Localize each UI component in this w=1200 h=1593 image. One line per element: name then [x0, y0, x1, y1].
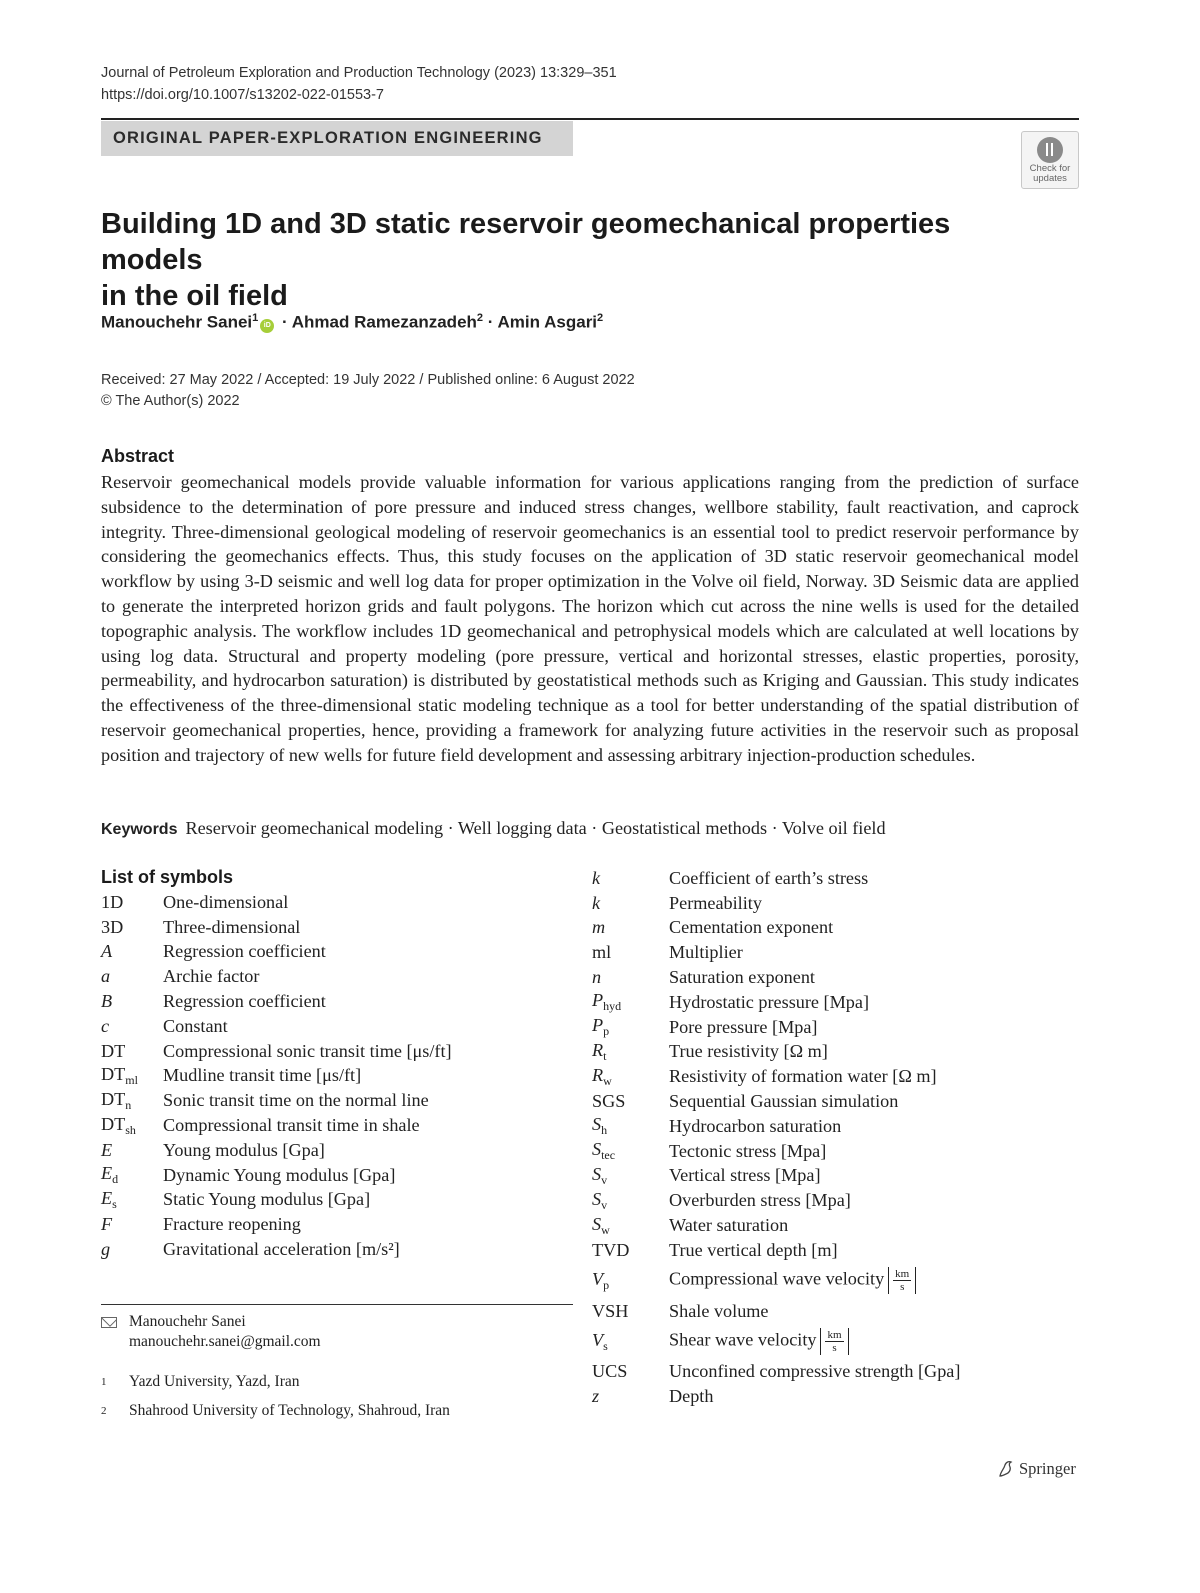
symbol-row: [592, 1015, 960, 1040]
symbol: [592, 967, 669, 988]
symbol-main: k: [592, 892, 601, 913]
symbol-description: [163, 1165, 395, 1186]
symbol: [592, 1301, 669, 1322]
symbol: [101, 1114, 163, 1138]
symbol-row: [101, 1064, 452, 1089]
symbol: [592, 1269, 669, 1293]
symbol-description-text: Permeability: [669, 892, 762, 913]
affiliation-text: Yazd University, Yazd, Iran: [129, 1373, 300, 1390]
symbol-main: ml: [592, 942, 612, 963]
symbol-description: [669, 1091, 898, 1112]
symbol: [592, 1065, 669, 1089]
symbol-description-text: Sequential Gaussian simulation: [669, 1091, 899, 1112]
symbol-main: 3D: [101, 916, 124, 937]
symbol-main: R: [592, 1039, 604, 1060]
symbol-description: [669, 1301, 769, 1322]
orcid-icon[interactable]: iD: [260, 319, 274, 333]
symbol-row: [592, 1188, 960, 1213]
symbol-row: [101, 940, 452, 965]
symbol: [592, 1091, 669, 1112]
symbol-row: [592, 1238, 960, 1263]
symbol: [592, 1139, 669, 1163]
symbol-description-text: Compressional wave velocity: [669, 1268, 885, 1289]
symbol-main: F: [101, 1214, 113, 1235]
keywords-text: Reservoir geomechanical modeling · Well logging data · Geostatistical methods · Volve oil field: [185, 818, 886, 838]
author-affiliation-mark: 2: [597, 312, 604, 324]
symbol-main: SGS: [592, 1091, 626, 1112]
symbol-description-text: One-dimensional: [163, 891, 289, 912]
symbol-description: [669, 893, 762, 914]
symbol-description: [163, 991, 326, 1012]
symbol-description: [163, 966, 259, 987]
symbol: [101, 1041, 163, 1062]
symbol-row: [592, 990, 960, 1015]
symbol-row: [101, 1113, 452, 1138]
symbol: [592, 1330, 669, 1354]
symbol-description-text: Unconfined compressive strength [Gpa]: [669, 1361, 961, 1382]
symbol-main: E: [101, 1187, 113, 1208]
symbol-description: [669, 1017, 817, 1038]
unit-numerator: km: [895, 1268, 910, 1281]
symbol-description-text: Regression coefficient: [163, 991, 326, 1012]
symbol-row: [592, 1040, 960, 1065]
symbol-main: V: [592, 1329, 604, 1350]
title-line-2: in the oil field: [101, 280, 288, 312]
symbol-subscript: sh: [125, 1122, 136, 1137]
symbol-subscript: t: [603, 1048, 607, 1063]
symbol-row: [592, 1064, 960, 1089]
symbol: [101, 966, 163, 987]
symbol-description: [163, 941, 326, 962]
symbol-description-text: Static Young modulus [Gpa]: [163, 1189, 371, 1210]
paper-title: [101, 206, 1021, 314]
symbol-main: B: [101, 991, 113, 1012]
symbol-row: [101, 1014, 452, 1039]
footnotes: [101, 1312, 450, 1421]
symbol: [592, 868, 669, 889]
symbol-row: [592, 1384, 960, 1409]
affiliation: [101, 1401, 450, 1421]
springer-horse-icon: [996, 1459, 1016, 1479]
symbol: [592, 1164, 669, 1188]
symbol-row: [101, 890, 452, 915]
symbol: [101, 1064, 163, 1088]
symbol-row: [101, 1237, 452, 1262]
author-list: [101, 312, 603, 333]
symbol-row: [101, 1188, 452, 1213]
symbol-row: [101, 1163, 452, 1188]
check-updates-line1: Check for: [1029, 163, 1071, 174]
affiliation-text: Shahrood University of Technology, Shahroud, Iran: [129, 1402, 450, 1419]
symbol-main: DT: [101, 1063, 126, 1084]
symbol: [592, 1189, 669, 1213]
symbol-row: [592, 1139, 960, 1164]
symbol-description-text: Shear wave velocity: [669, 1329, 817, 1350]
symbol-description: [669, 1165, 821, 1186]
contact-name: Manouchehr Sanei: [129, 1313, 246, 1330]
symbol-description-text: Fracture reopening: [163, 1214, 301, 1235]
symbol-description: [163, 1016, 228, 1037]
symbol-row: [101, 915, 452, 940]
symbol-subscript: h: [601, 1123, 608, 1138]
symbol-main: k: [592, 867, 601, 888]
symbol: [592, 1114, 669, 1138]
symbol-description: [669, 917, 833, 938]
crossmark-icon: [1037, 137, 1063, 163]
symbol-description-text: Resistivity of formation water [Ω m]: [669, 1066, 937, 1087]
symbol-description: [669, 1116, 841, 1137]
symbol-main: c: [101, 1015, 110, 1036]
symbol-description-text: Pore pressure [Mpa]: [669, 1016, 818, 1037]
symbol-description-text: Young modulus [Gpa]: [163, 1139, 325, 1160]
symbol-description: [669, 1361, 960, 1382]
symbol-row: [592, 1164, 960, 1189]
header-rule: [101, 118, 1079, 120]
author-separator: ·: [483, 312, 498, 332]
symbol-main: 1D: [101, 891, 124, 912]
symbols-list-left: [101, 890, 452, 1262]
author-name[interactable]: Amin Asgari: [497, 312, 598, 332]
affiliation: [101, 1372, 450, 1392]
keywords-label: Keywords: [101, 821, 178, 838]
symbol-subscript: tec: [601, 1148, 616, 1163]
symbol-description: [669, 1041, 828, 1062]
symbol-description: [163, 1140, 325, 1161]
symbol-description: [669, 1240, 838, 1261]
symbol: [101, 941, 163, 962]
unit-fraction: [820, 1328, 848, 1355]
symbol-description: [669, 942, 743, 963]
symbol-description: [163, 1065, 361, 1086]
symbol-description-text: Vertical stress [Mpa]: [669, 1165, 821, 1186]
check-for-updates-icon[interactable]: [1021, 131, 1079, 189]
symbol-main: R: [592, 1064, 604, 1085]
symbol-description-text: Tectonic stress [Mpa]: [669, 1140, 827, 1161]
symbol-description-text: True vertical depth [m]: [669, 1239, 838, 1260]
symbol-description-text: Archie factor: [163, 966, 260, 987]
symbol: [101, 991, 163, 1012]
symbol: [101, 1188, 163, 1212]
symbol-row: [101, 989, 452, 1014]
publication-dates: [101, 370, 635, 412]
symbol-row: [101, 1088, 452, 1113]
symbol: [592, 942, 669, 963]
symbol-row: [592, 1263, 960, 1299]
symbol-description-text: Multiplier: [669, 942, 743, 963]
symbol: [101, 1016, 163, 1037]
symbol-description: [163, 1041, 452, 1062]
symbol-main: S: [592, 1188, 602, 1209]
symbol-description: [669, 868, 868, 889]
symbol-subscript: v: [601, 1172, 608, 1187]
symbol-description: [669, 992, 869, 1013]
symbol-description: [669, 1066, 937, 1087]
symbol-row: [101, 964, 452, 989]
symbol-row: [592, 1324, 960, 1360]
article-type-band: ORIGINAL PAPER-EXPLORATION ENGINEERING: [101, 121, 573, 156]
title-line-1: Building 1D and 3D static reservoir geomechanical properties models: [101, 208, 951, 276]
symbol-subscript: s: [112, 1196, 117, 1211]
symbol-subscript: hyd: [603, 999, 622, 1014]
symbol-description: [163, 1090, 429, 1111]
symbol-description-text: Cementation exponent: [669, 917, 834, 938]
journal-header: [101, 62, 617, 106]
symbol-subscript: s: [603, 1338, 608, 1353]
symbol-description-text: Saturation exponent: [669, 967, 815, 988]
symbol-main: E: [101, 1163, 113, 1184]
symbol-description: [669, 1386, 713, 1407]
symbol-description-text: Hydrostatic pressure [Mpa]: [669, 991, 870, 1012]
symbols-list-right: [592, 866, 960, 1409]
symbol: [101, 1140, 163, 1161]
symbol-description-text: Water saturation: [669, 1215, 789, 1236]
symbol-main: g: [101, 1239, 111, 1260]
symbol-description-text: Mudline transit time [μs/ft]: [163, 1065, 362, 1086]
unit-numerator: km: [827, 1329, 842, 1342]
symbol-description: [163, 1214, 301, 1235]
symbol-description-text: Compressional transit time in shale: [163, 1115, 420, 1136]
symbol: [592, 917, 669, 938]
symbol-description: [669, 967, 815, 988]
symbol-main: a: [101, 966, 111, 987]
symbol-main: S: [592, 1139, 602, 1160]
symbol-row: [592, 1114, 960, 1139]
symbol-subscript: v: [601, 1197, 608, 1212]
symbol-description-text: Regression coefficient: [163, 941, 326, 962]
symbol-row: [101, 1039, 452, 1064]
symbol-description-text: Depth: [669, 1386, 714, 1407]
author-name[interactable]: Ahmad Ramezanzadeh: [291, 312, 477, 332]
symbol-main: m: [592, 917, 606, 938]
symbol-description: [163, 1189, 370, 1210]
affiliation-mark: 2: [101, 1405, 107, 1417]
symbol: [592, 893, 669, 914]
symbol-row: [101, 1138, 452, 1163]
author-separator: ·: [277, 312, 292, 332]
symbol-description-text: Hydrocarbon saturation: [669, 1115, 842, 1136]
symbol: [101, 1239, 163, 1260]
symbol-main: P: [592, 1015, 604, 1036]
symbol-description-text: Gravitational acceleration [m/s²]: [163, 1239, 400, 1260]
author-affiliation-mark: 1: [252, 312, 259, 324]
author-name[interactable]: Manouchehr Sanei: [101, 312, 253, 332]
symbol-description: [669, 1141, 826, 1162]
history-dates: Received: 27 May 2022 / Accepted: 19 July 2022 / Published online: 6 August 2022: [101, 372, 635, 388]
unit-denominator: s: [900, 1281, 905, 1294]
symbol-description: [669, 1215, 788, 1236]
symbol-subscript: w: [601, 1222, 610, 1237]
publisher-name: Springer: [1019, 1459, 1076, 1478]
symbol-main: S: [592, 1163, 602, 1184]
symbol-main: z: [592, 1386, 600, 1407]
symbol-main: DT: [101, 1113, 126, 1134]
symbol-main: DT: [101, 1040, 126, 1061]
symbol-main: n: [592, 967, 602, 988]
symbol-row: [592, 1213, 960, 1238]
symbol-description-text: Dynamic Young modulus [Gpa]: [163, 1164, 396, 1185]
symbol-row: [592, 1360, 960, 1385]
symbol-main: V: [592, 1268, 604, 1289]
symbol-subscript: ml: [125, 1072, 138, 1087]
doi-link[interactable]: https://doi.org/10.1007/s13202-022-01553-7: [101, 87, 384, 103]
author-affiliation-mark: 2: [476, 312, 484, 324]
unit-fraction: [888, 1267, 916, 1294]
symbol-description: [163, 917, 300, 938]
symbol-subscript: p: [603, 1024, 610, 1039]
symbol: [101, 1089, 163, 1113]
symbol-description: [163, 1115, 420, 1136]
symbol-description: [163, 892, 288, 913]
publisher-logo: [996, 1459, 1076, 1479]
symbol-main: VSH: [592, 1300, 629, 1321]
symbol-row: [101, 1212, 452, 1237]
symbol-row: [592, 1299, 960, 1324]
symbol-description-text: Sonic transit time on the normal line: [163, 1090, 429, 1111]
check-updates-line2: updates: [1033, 173, 1067, 184]
symbol-row: [592, 866, 960, 891]
affiliation-mark: 1: [101, 1376, 107, 1388]
symbol: [592, 1361, 669, 1382]
symbol-description-text: True resistivity [Ω m]: [669, 1041, 828, 1062]
symbol: [592, 1386, 669, 1407]
symbol-subscript: p: [603, 1277, 610, 1292]
symbol-row: [592, 965, 960, 990]
symbol-row: [592, 916, 960, 941]
symbol: [592, 1214, 669, 1238]
symbol-row: [592, 940, 960, 965]
symbol: [101, 1214, 163, 1235]
symbol-subscript: w: [603, 1073, 612, 1088]
symbol: [592, 990, 669, 1014]
symbol-subscript: n: [125, 1097, 132, 1112]
journal-citation: Journal of Petroleum Exploration and Production Technology (2023) 13:329–351: [101, 65, 617, 81]
symbol-description: [669, 1190, 851, 1211]
contact-email[interactable]: manouchehr.sanei@gmail.com: [129, 1333, 321, 1350]
symbol-row: [592, 891, 960, 916]
symbol-description-text: Constant: [163, 1015, 228, 1036]
symbol: [592, 1040, 669, 1064]
symbol-description: [669, 1267, 916, 1294]
symbol-main: E: [101, 1139, 113, 1160]
symbol-description-text: Shale volume: [669, 1300, 769, 1321]
symbol: [101, 1163, 163, 1187]
symbol-main: UCS: [592, 1361, 628, 1382]
symbol-main: P: [592, 990, 604, 1011]
symbol-description-text: Compressional sonic transit time [μs/ft]: [163, 1040, 452, 1061]
symbol-main: A: [101, 941, 113, 962]
symbol: [101, 917, 163, 938]
symbol-main: S: [592, 1213, 602, 1234]
keywords: [101, 818, 886, 839]
symbol: [592, 1015, 669, 1039]
abstract-text: Reservoir geomechanical models provide valuable information for various applications ranging from the prediction of surface subsidence to the determination of pore pressure and induced stress changes, wellbore stability, fault reactivation, and caprock integrity. Three-dimensional geological modeling of reservoir geomechanics is an essential tool to predict reservoir performance by considering the geomechanics effects. Thus, this study focuses on the application of 3D static reservoir geomechanical model workflow by using 3-D seismic and well log data for proper optimization in the Volve oil field, Norway. 3D Seismic data are applied to generate the interpreted horizon grids and fault polygons. The horizon which cut across the nine wells is used for the detailed topographic analysis. The workflow includes 1D geomechanical and petrophysical models which are calculated at well locations by using log data. Structural and property modeling (pore pressure, vertical and horizontal stresses, elastic properties, porosity, permeability, and hydrocarbon saturation) is distributed by geostatistical methods such as Kriging and Gaussian. This study indicates the effectiveness of the three-dimensional static modeling technique as a tool for better understanding of the spatial distribution of reservoir geomechanical properties, hence, providing a framework for analyzing future activities in the reservoir such as proposal position and trajectory of new wells for future field development and assessing arbitrary injection-production schedules.: [101, 472, 1079, 765]
symbol-description-text: Overburden stress [Mpa]: [669, 1190, 851, 1211]
symbol-main: S: [592, 1114, 602, 1135]
copyright-notice: © The Author(s) 2022: [101, 393, 240, 409]
footnote-rule: [101, 1304, 573, 1305]
symbol-description: [163, 1239, 400, 1260]
unit-denominator: s: [832, 1342, 837, 1355]
symbol-subscript: d: [112, 1172, 119, 1187]
abstract-heading: Abstract: [101, 446, 175, 466]
symbol: [101, 892, 163, 913]
symbol: [592, 1240, 669, 1261]
envelope-icon: [101, 1317, 117, 1328]
corresponding-author: [101, 1312, 450, 1352]
symbol-main: TVD: [592, 1239, 630, 1260]
symbol-row: [592, 1089, 960, 1114]
symbol-description: [669, 1328, 849, 1355]
symbol-description-text: Three-dimensional: [163, 916, 301, 937]
symbol-main: DT: [101, 1088, 126, 1109]
symbol-description-text: Coefficient of earth’s stress: [669, 867, 869, 888]
symbols-heading: List of symbols: [101, 867, 234, 887]
